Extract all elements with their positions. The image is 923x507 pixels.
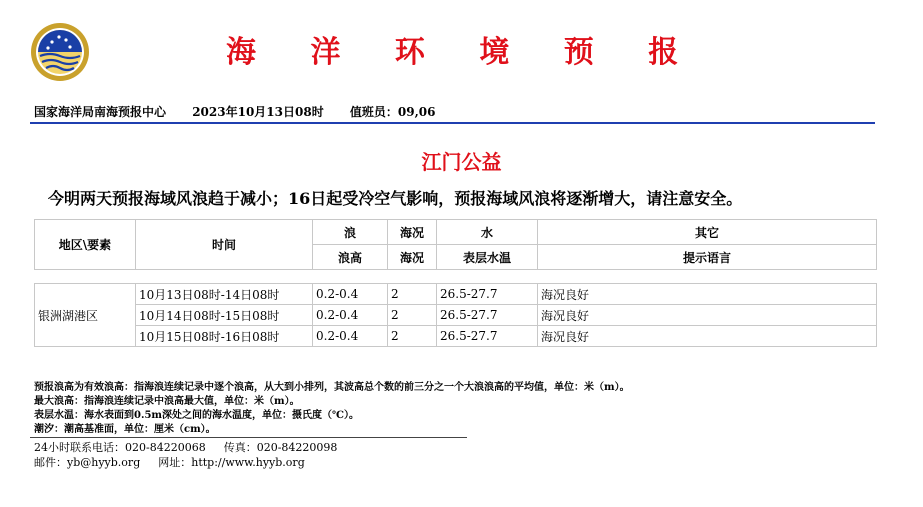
- issuing-org: 国家海洋局南海预报中心: [34, 105, 167, 119]
- sea-cell: 2: [388, 284, 437, 305]
- sea-cell: 2: [388, 326, 437, 347]
- header-group-wave: 浪: [313, 220, 388, 245]
- header-surface-temp: 表层水温: [437, 245, 538, 270]
- temp-cell: 26.5-27.7: [437, 284, 538, 305]
- header-region: 地区\要素: [35, 220, 136, 270]
- duty-officer: 值班员：09,06: [349, 105, 436, 119]
- header-wave-height: 浪高: [313, 245, 388, 270]
- page-title: 海 洋 环 境 预 报: [226, 35, 701, 70]
- header-time: 时间: [136, 220, 313, 270]
- note-surface-temp: 表层水温：海水表面到0.5m深处之间的海水温度，单位：摄氏度（℃）。: [34, 410, 359, 421]
- wave-cell: 0.2-0.4: [313, 326, 388, 347]
- wave-cell: 0.2-0.4: [313, 305, 388, 326]
- time-cell: 10月14日08时-15日08时: [136, 305, 313, 326]
- ocean-administration-logo: [30, 22, 90, 82]
- header-tips: 提示语言: [538, 245, 877, 270]
- contact-phone: 24小时联系电话：020-84220068: [34, 441, 206, 454]
- contact-divider: [30, 437, 467, 438]
- table-row: [35, 326, 877, 347]
- footnotes: [34, 381, 630, 437]
- time-cell: 10月15日08时-16日08时: [136, 326, 313, 347]
- time-cell: 10月13日08时-14日08时: [136, 284, 313, 305]
- note-wave-height: 预报浪高为有效浪高：指海浪连续记录中逐个浪高，从大到小排列，其波高总个数的前三分之一个大浪浪高的平均值，单位：米（m）。: [34, 382, 630, 393]
- contact-fax: 传真：020-84220098: [223, 441, 338, 454]
- contact-website: 网址：http://www.hyyb.org: [158, 456, 305, 469]
- header-group-other: 其它: [538, 220, 877, 245]
- temp-cell: 26.5-27.7: [437, 305, 538, 326]
- wave-cell: 0.2-0.4: [313, 284, 388, 305]
- header-group-water: 水: [437, 220, 538, 245]
- contact-email: 邮件：yb@hyyb.org: [34, 456, 141, 469]
- region-title: 江门公益: [421, 150, 502, 174]
- header-group-sea: 海况: [388, 220, 437, 245]
- note-max-wave: 最大浪高：指海浪连续记录中浪高最大值，单位：米（m）。: [34, 396, 300, 407]
- issue-datetime: 2023年10月13日08时: [192, 105, 324, 119]
- header-sea-state: 海况: [388, 245, 437, 270]
- forecast-table: [34, 283, 877, 347]
- table-row: [35, 284, 877, 305]
- temp-cell: 26.5-27.7: [437, 326, 538, 347]
- region-cell: 银洲湖港区: [35, 284, 136, 347]
- tip-cell: 海况良好: [538, 326, 877, 347]
- sea-cell: 2: [388, 305, 437, 326]
- tip-cell: 海况良好: [538, 305, 877, 326]
- report-meta: [34, 103, 457, 120]
- forecast-headline: 今明两天预报海域风浪趋于减小；16日起受冷空气影响，预报海域风浪将逐渐增大，请注意安全。: [48, 189, 743, 208]
- table-row: [35, 305, 877, 326]
- tip-cell: 海况良好: [538, 284, 877, 305]
- forecast-table-header: [34, 219, 877, 270]
- header-divider: [30, 122, 875, 124]
- note-tide: 潮汐：潮高基准面，单位：厘米（cm）。: [34, 424, 216, 435]
- contact-info: [34, 440, 337, 470]
